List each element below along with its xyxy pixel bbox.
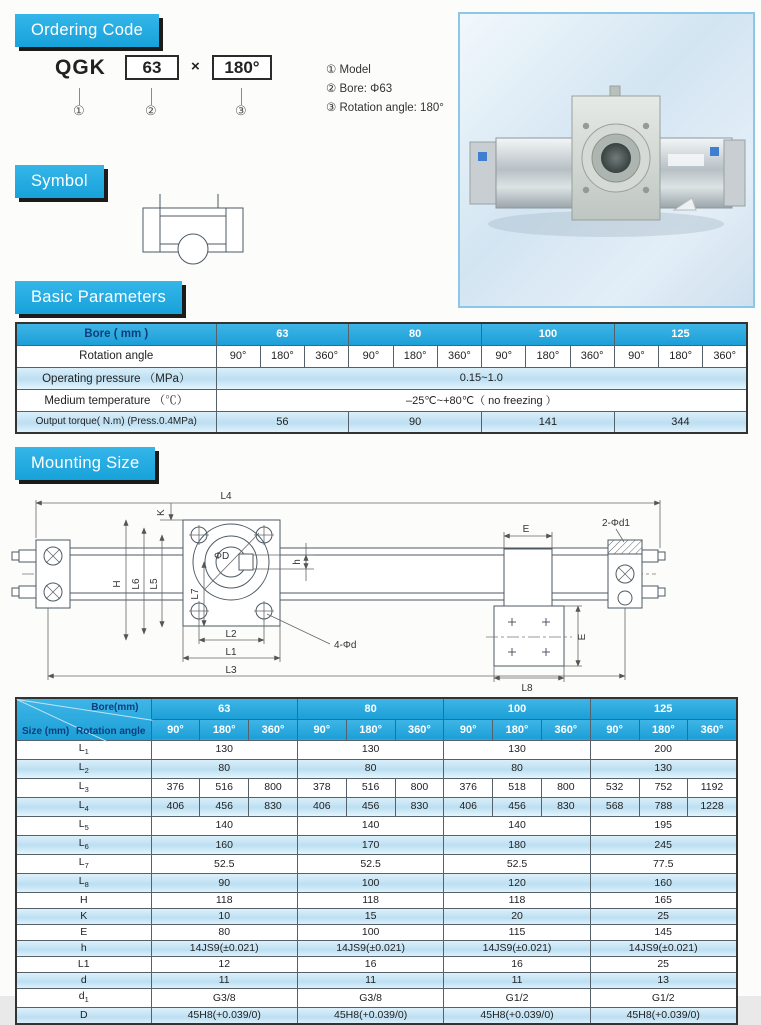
- dim-label-L6: L6: [131, 578, 142, 590]
- ordering-legend: [326, 62, 444, 114]
- mount-dim-value: 25: [590, 909, 736, 925]
- mount-dim-value: 15: [297, 909, 443, 925]
- mount-angle-value: 180°: [493, 719, 542, 740]
- mount-angle-value: 90°: [151, 719, 200, 740]
- mount-bore-value: 63: [151, 698, 297, 719]
- circled-mark-2: ②: [145, 103, 157, 118]
- table-row: [16, 835, 737, 854]
- section-title-mounting-size: Mounting Size: [15, 447, 155, 480]
- mount-row-label: D: [16, 1008, 151, 1025]
- mount-dim-value: 456: [493, 797, 542, 816]
- mount-row-label: $L_3$: [16, 778, 151, 797]
- dim-label-E-top: E: [522, 524, 530, 535]
- mount-dim-value: 120: [444, 874, 590, 893]
- basic-bore-value: 125: [614, 323, 747, 345]
- dim-label-L4: L4: [220, 491, 232, 502]
- mount-dim-value: 1192: [688, 778, 737, 797]
- mount-dim-value: 90: [151, 874, 297, 893]
- mount-dim-value: 145: [590, 925, 736, 941]
- product-photo: [458, 12, 755, 308]
- mount-dim-value: 11: [151, 973, 297, 989]
- mount-bore-value: 80: [297, 698, 443, 719]
- section-title-basic-parameters: Basic Parameters: [15, 281, 182, 314]
- corner-rotation-label: Rotation angle: [76, 725, 146, 737]
- basic-angle-value: 90°: [614, 345, 658, 367]
- mount-dim-value: 115: [444, 925, 590, 941]
- mount-dim-value: 130: [297, 740, 443, 759]
- table-row: [16, 367, 747, 389]
- mount-dim-value: 14JS9(±0.021): [297, 941, 443, 957]
- table-row: [16, 957, 737, 973]
- mount-bore-value: 100: [444, 698, 590, 719]
- basic-angle-value: 90°: [482, 345, 526, 367]
- dim-label-L8: L8: [521, 683, 533, 694]
- mount-dim-value: G1/2: [590, 989, 736, 1008]
- table-corner-cell: [16, 698, 151, 740]
- dim-label-L3: L3: [225, 665, 237, 676]
- table-row: [16, 323, 747, 345]
- table-row: [16, 345, 747, 367]
- table-row: [16, 874, 737, 893]
- mount-dim-value: 11: [444, 973, 590, 989]
- table-row: [16, 389, 747, 411]
- mount-dim-value: 80: [151, 759, 297, 778]
- mount-row-label: E: [16, 925, 151, 941]
- basic-angle-value: 90°: [216, 345, 260, 367]
- mount-dim-value: 11: [297, 973, 443, 989]
- mount-row-label: $L_5$: [16, 816, 151, 835]
- basic-angle-value: 180°: [260, 345, 304, 367]
- mount-dim-value: 45H8(+0.039/0): [590, 1008, 736, 1025]
- mount-row-label: $L_2$: [16, 759, 151, 778]
- mount-dim-value: G3/8: [297, 989, 443, 1008]
- mount-row-label: $L_1$: [16, 740, 151, 759]
- basic-temp-label: Medium temperature （℃）: [16, 389, 216, 411]
- mount-dim-value: 118: [297, 893, 443, 909]
- mount-row-label: $L_7$: [16, 855, 151, 874]
- mount-dim-value: G1/2: [444, 989, 590, 1008]
- mount-row-label: H: [16, 893, 151, 909]
- dim-label-L7: L7: [190, 588, 201, 600]
- table-row: [16, 925, 737, 941]
- basic-bore-label: Bore ( mm ): [16, 323, 216, 345]
- dim-label-L5: L5: [149, 578, 160, 590]
- mount-dim-value: 456: [346, 797, 395, 816]
- mount-dim-value: 77.5: [590, 855, 736, 874]
- mount-dim-value: 200: [590, 740, 736, 759]
- dim-label-K: K: [156, 509, 167, 516]
- mount-dim-value: 80: [444, 759, 590, 778]
- mount-dim-value: 245: [590, 835, 736, 854]
- mount-dim-value: 376: [151, 778, 200, 797]
- mount-angle-value: 360°: [688, 719, 737, 740]
- mount-dim-value: 130: [151, 740, 297, 759]
- mount-dim-value: 14JS9(±0.021): [151, 941, 297, 957]
- mount-dim-value: 100: [297, 925, 443, 941]
- mount-dim-value: 140: [444, 816, 590, 835]
- mount-dim-value: 52.5: [151, 855, 297, 874]
- mount-dim-value: 118: [151, 893, 297, 909]
- table-row: [16, 816, 737, 835]
- table-row: [16, 411, 747, 433]
- mount-dim-value: 118: [444, 893, 590, 909]
- note-2-phi-d1: 2-Φd1: [602, 518, 630, 529]
- basic-angle-value: 360°: [703, 345, 747, 367]
- mount-bore-value: 125: [590, 698, 736, 719]
- mount-row-label: K: [16, 909, 151, 925]
- mount-dim-value: 140: [151, 816, 297, 835]
- mount-dim-value: 800: [395, 778, 444, 797]
- basic-angle-value: 360°: [570, 345, 614, 367]
- mounting-dimension-drawing: [8, 488, 753, 695]
- mount-dim-value: 165: [590, 893, 736, 909]
- mount-dim-value: 406: [151, 797, 200, 816]
- dim-label-H: H: [112, 580, 123, 588]
- mount-row-label: d: [16, 973, 151, 989]
- mount-dim-value: 52.5: [444, 855, 590, 874]
- mount-dim-value: 160: [151, 835, 297, 854]
- table-row: [16, 909, 737, 925]
- mount-dim-value: 800: [541, 778, 590, 797]
- table-row: [16, 855, 737, 874]
- basic-temp-value: –25℃~+80℃（ no freezing ）: [216, 389, 747, 411]
- mount-dim-value: 14JS9(±0.021): [444, 941, 590, 957]
- table-row: [16, 989, 737, 1008]
- mount-dim-value: 10: [151, 909, 297, 925]
- legend-item-bore: ② Bore: Φ63: [326, 83, 393, 95]
- mount-angle-value: 90°: [444, 719, 493, 740]
- mount-dim-value: 45H8(+0.039/0): [444, 1008, 590, 1025]
- mount-angle-value: 360°: [541, 719, 590, 740]
- mount-dim-value: 752: [639, 778, 688, 797]
- mount-dim-value: 100: [297, 874, 443, 893]
- basic-bore-value: 80: [349, 323, 482, 345]
- mount-dim-value: 170: [297, 835, 443, 854]
- mount-dim-value: 45H8(+0.039/0): [297, 1008, 443, 1025]
- basic-angle-value: 90°: [349, 345, 393, 367]
- mount-dim-value: 180: [444, 835, 590, 854]
- mount-row-label: $L_6$: [16, 835, 151, 854]
- mount-row-label: $d_1$: [16, 989, 151, 1008]
- dim-label-L2: L2: [225, 629, 237, 640]
- pneumatic-symbol: [128, 186, 258, 274]
- table-row: [16, 740, 737, 759]
- mount-dim-value: 516: [346, 778, 395, 797]
- mount-dim-value: 568: [590, 797, 639, 816]
- mount-dim-value: 20: [444, 909, 590, 925]
- basic-pressure-label: Operating pressure （MPa）: [16, 367, 216, 389]
- mount-angle-value: 180°: [200, 719, 249, 740]
- mount-row-label: $L_8$: [16, 874, 151, 893]
- mount-dim-value: 25: [590, 957, 736, 973]
- model-code: QGK: [55, 56, 106, 79]
- circled-mark-3: ③: [235, 103, 247, 118]
- note-4-phi-d: 4-Φd: [334, 640, 357, 651]
- mount-dim-value: 130: [444, 740, 590, 759]
- basic-angle-value: 180°: [393, 345, 437, 367]
- mount-dim-value: 52.5: [297, 855, 443, 874]
- mount-dim-value: 80: [297, 759, 443, 778]
- mount-dim-value: 532: [590, 778, 639, 797]
- corner-bore-label: Bore(mm): [91, 702, 139, 713]
- mount-angle-value: 180°: [346, 719, 395, 740]
- basic-rotation-label: Rotation angle: [16, 345, 216, 367]
- mount-dim-value: 16: [444, 957, 590, 973]
- mount-dim-value: 14JS9(±0.021): [590, 941, 736, 957]
- mounting-size-table: [15, 697, 738, 1025]
- table-row: [16, 941, 737, 957]
- mount-dim-value: 830: [541, 797, 590, 816]
- basic-torque-label: Output torque( N.m) (Press.0.4MPa): [16, 411, 216, 433]
- corner-size-label: Size (mm): [22, 725, 70, 737]
- basic-pressure-value: 0.15~1.0: [216, 367, 747, 389]
- mount-dim-value: 406: [444, 797, 493, 816]
- mount-angle-value: 360°: [395, 719, 444, 740]
- circled-mark-1: ①: [73, 103, 85, 118]
- dim-label-E-right: E: [577, 633, 588, 641]
- mount-row-label: $L_4$: [16, 797, 151, 816]
- basic-bore-value: 63: [216, 323, 349, 345]
- legend-item-angle: ③ Rotation angle: 180°: [326, 102, 444, 114]
- mount-dim-value: 16: [297, 957, 443, 973]
- mount-dim-value: 160: [590, 874, 736, 893]
- basic-torque-value: 344: [614, 411, 747, 433]
- mount-dim-value: 376: [444, 778, 493, 797]
- multiply-sign: ×: [191, 58, 200, 75]
- legend-item-model: ① Model: [326, 64, 371, 76]
- table-row: [16, 759, 737, 778]
- dim-label-h: h: [292, 559, 303, 565]
- table-row: [16, 797, 737, 816]
- section-title-ordering-code: Ordering Code: [15, 14, 159, 47]
- mount-dim-value: 12: [151, 957, 297, 973]
- basic-angle-value: 360°: [305, 345, 349, 367]
- dim-label-L1: L1: [225, 647, 237, 658]
- basic-bore-value: 100: [482, 323, 615, 345]
- basic-angle-value: 180°: [659, 345, 703, 367]
- mount-dim-value: 80: [151, 925, 297, 941]
- basic-torque-value: 56: [216, 411, 349, 433]
- mount-angle-value: 90°: [297, 719, 346, 740]
- basic-angle-value: 180°: [526, 345, 570, 367]
- mount-dim-value: 378: [297, 778, 346, 797]
- dim-label-phiD: ΦD: [214, 551, 230, 562]
- mount-dim-value: 13: [590, 973, 736, 989]
- mount-dim-value: 516: [200, 778, 249, 797]
- bore-code-box: 63: [125, 55, 179, 80]
- basic-angle-value: 360°: [437, 345, 481, 367]
- mount-dim-value: 1228: [688, 797, 737, 816]
- mount-dim-value: 456: [200, 797, 249, 816]
- mount-dim-value: 800: [249, 778, 298, 797]
- mount-dim-value: 130: [590, 759, 736, 778]
- mount-row-label: h: [16, 941, 151, 957]
- table-row: [16, 893, 737, 909]
- mount-dim-value: 406: [297, 797, 346, 816]
- table-row: [16, 1008, 737, 1025]
- product-photo-art: [460, 14, 753, 306]
- mount-dim-value: 45H8(+0.039/0): [151, 1008, 297, 1025]
- basic-parameters-table: [15, 322, 748, 434]
- mount-dim-value: G3/8: [151, 989, 297, 1008]
- mount-dim-value: 830: [249, 797, 298, 816]
- mount-dim-value: 140: [297, 816, 443, 835]
- table-row: [16, 973, 737, 989]
- mount-dim-value: 195: [590, 816, 736, 835]
- basic-torque-value: 90: [349, 411, 482, 433]
- mount-dim-value: 788: [639, 797, 688, 816]
- angle-code-box: 180°: [212, 55, 272, 80]
- mount-angle-value: 180°: [639, 719, 688, 740]
- section-title-symbol: Symbol: [15, 165, 104, 198]
- basic-torque-value: 141: [482, 411, 615, 433]
- mount-row-label: L1: [16, 957, 151, 973]
- mount-angle-value: 90°: [590, 719, 639, 740]
- table-row: [16, 778, 737, 797]
- mount-angle-value: 360°: [249, 719, 298, 740]
- mount-dim-value: 830: [395, 797, 444, 816]
- mount-dim-value: 518: [493, 778, 542, 797]
